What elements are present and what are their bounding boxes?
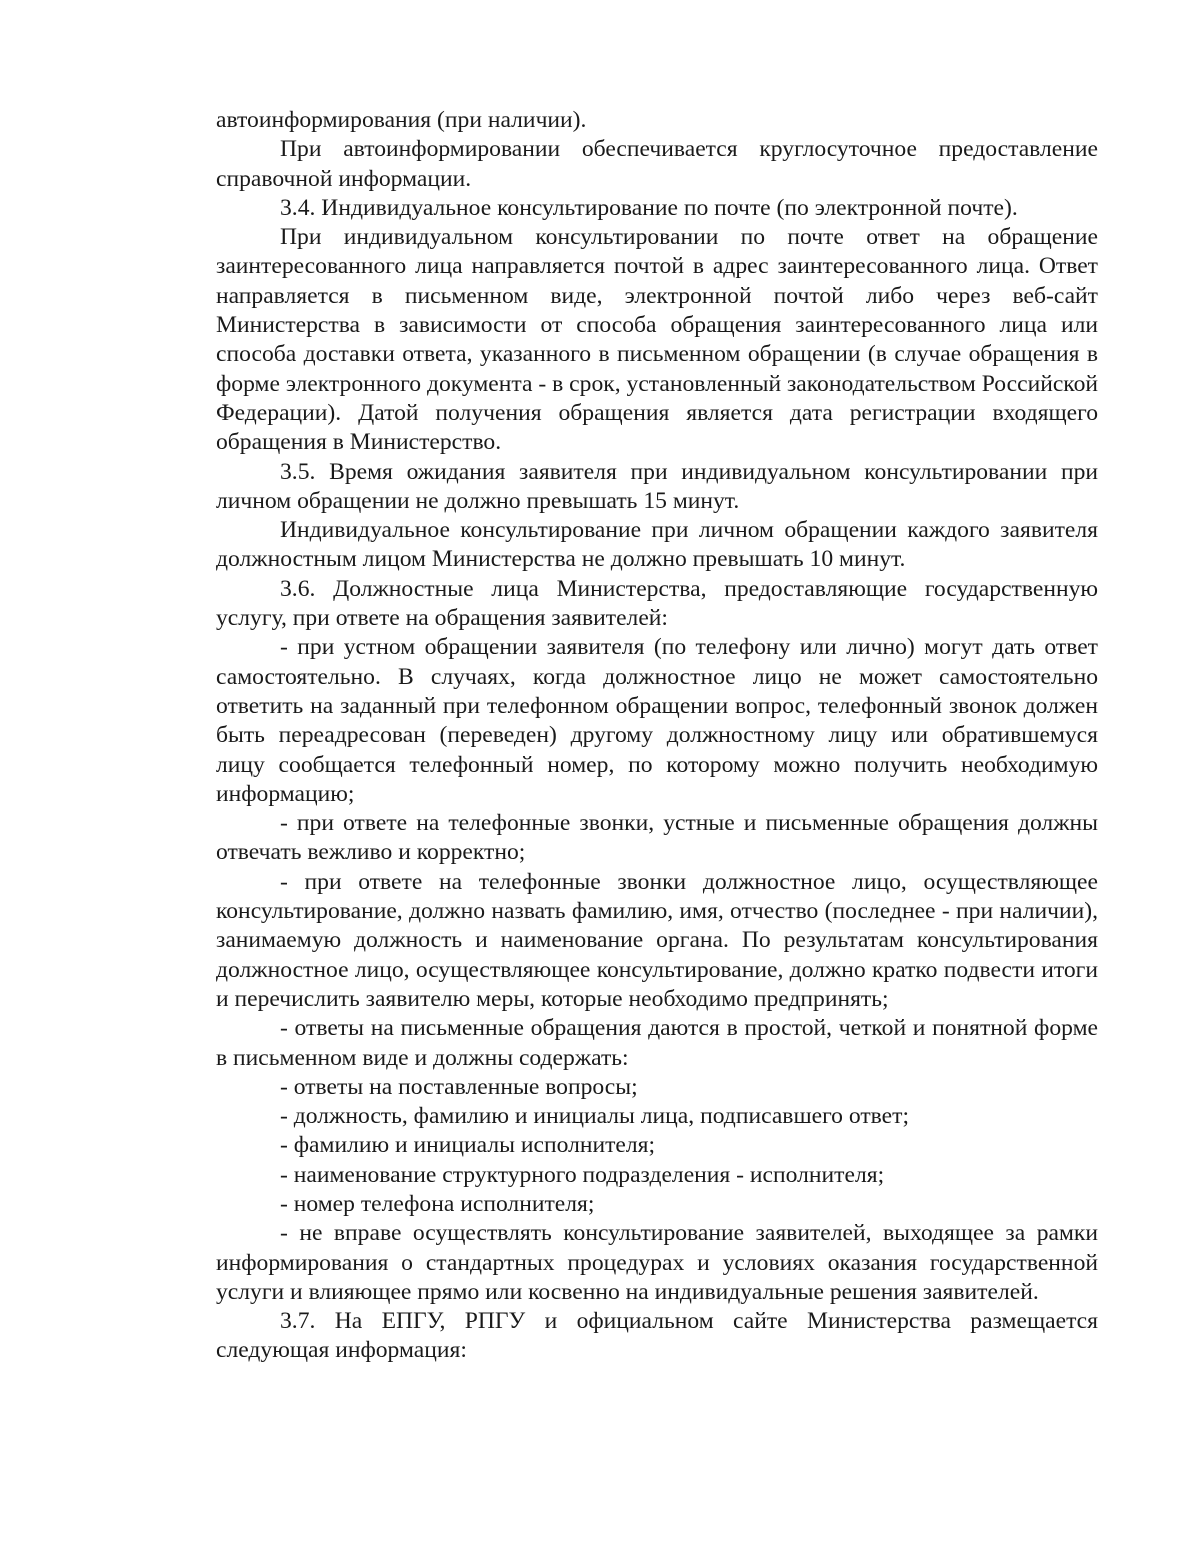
paragraph-3-5-waiting-time: 3.5. Время ожидания заявителя при индивидуальном консультировании при личном обращении не должно превышать 15 минут. <box>216 458 1098 514</box>
list-item-answers-to-questions: - ответы на поставленные вопросы; <box>280 1073 638 1100</box>
list-item-signer-position: - должность, фамилию и инициалы лица, подписавшего ответ; <box>280 1103 910 1130</box>
document-body <box>216 106 1098 1366</box>
list-item-department-name: - наименование структурного подразделения - исполнителя; <box>280 1161 885 1188</box>
paragraph-3-6-officials: 3.6. Должностные лица Министерства, предоставляющие государственную услугу, при ответе на обращения заявителей: <box>216 575 1098 632</box>
paragraph-autoinforming-round-the-clock: При автоинформировании обеспечивается круглосуточное предоставление справочной информации. <box>216 136 1098 192</box>
paragraph-personal-consulting-duration: Индивидуальное консультирование при личном обращении каждого заявителя должностным лицом Министерства не должно превышать 10 минут. <box>216 517 1098 573</box>
list-item-consulting-limits: - не вправе осуществлять консультирование заявителей, выходящее за рамки информирования о стандартных процедурах и условиях оказания государственной услуги и влияющее прямо или косвенно на индивидуальные решения заявителей. <box>216 1220 1098 1305</box>
list-item-oral-request: - при устном обращении заявителя (по телефону или лично) могут дать ответ самостоятельно. В случаях, когда должностное лицо не может самостоятельно ответить на заданный при телефонном обращении вопрос, телефонный звонок должен быть переадресован (переведен) другому должностному лицу или обратившемуся лицу сообщается телефонный номер, по которому можно получить необходимую информацию; <box>216 634 1098 807</box>
list-item-politeness: - при ответе на телефонные звонки, устные и письменные обращения должны отвечать вежливо и корректно; <box>216 810 1098 866</box>
list-item-written-answers: - ответы на письменные обращения даются в простой, четкой и понятной форме в письменном виде и должны содержать: <box>216 1015 1098 1071</box>
paragraph-3-7-published-info: 3.7. На ЕПГУ, РПГУ и официальном сайте Министерства размещается следующая информация: <box>216 1308 1098 1364</box>
paragraph-3-4-heading: 3.4. Индивидуальное консультирование по почте (по электронной почте). <box>280 194 1018 221</box>
list-item-phone-answer: - при ответе на телефонные звонки должностное лицо, осуществляющее консультирование, должно назвать фамилию, имя, отчество (последнее - при наличии), занимаемую должность и наименование органа. По результатам консультирования должностное лицо, осуществляющее консультирование, должно кратко подвести итоги и перечислить заявителю меры, которые необходимо предпринять; <box>216 868 1098 1012</box>
paragraph-autoinforming-continuation: автоинформирования (при наличии). <box>216 107 587 133</box>
paragraph-mail-consulting: При индивидуальном консультировании по почте ответ на обращение заинтересованного лица направляется почтой в адрес заинтересованного лица. Ответ направляется в письменном виде, электронной почтой либо через веб-сайт Министерства в зависимости от способа обращения заинтересованного лица или способа доставки ответа, указанного в письменном обращении (в случае обращения в форме электронного документа - в срок, установленный законодательством Российской Федерации). Датой получения обращения является дата регистрации входящего обращения в Министерство. <box>216 224 1098 456</box>
list-item-executor-phone: - номер телефона исполнителя; <box>280 1190 595 1217</box>
list-item-executor-name: - фамилию и инициалы исполнителя; <box>280 1132 656 1159</box>
